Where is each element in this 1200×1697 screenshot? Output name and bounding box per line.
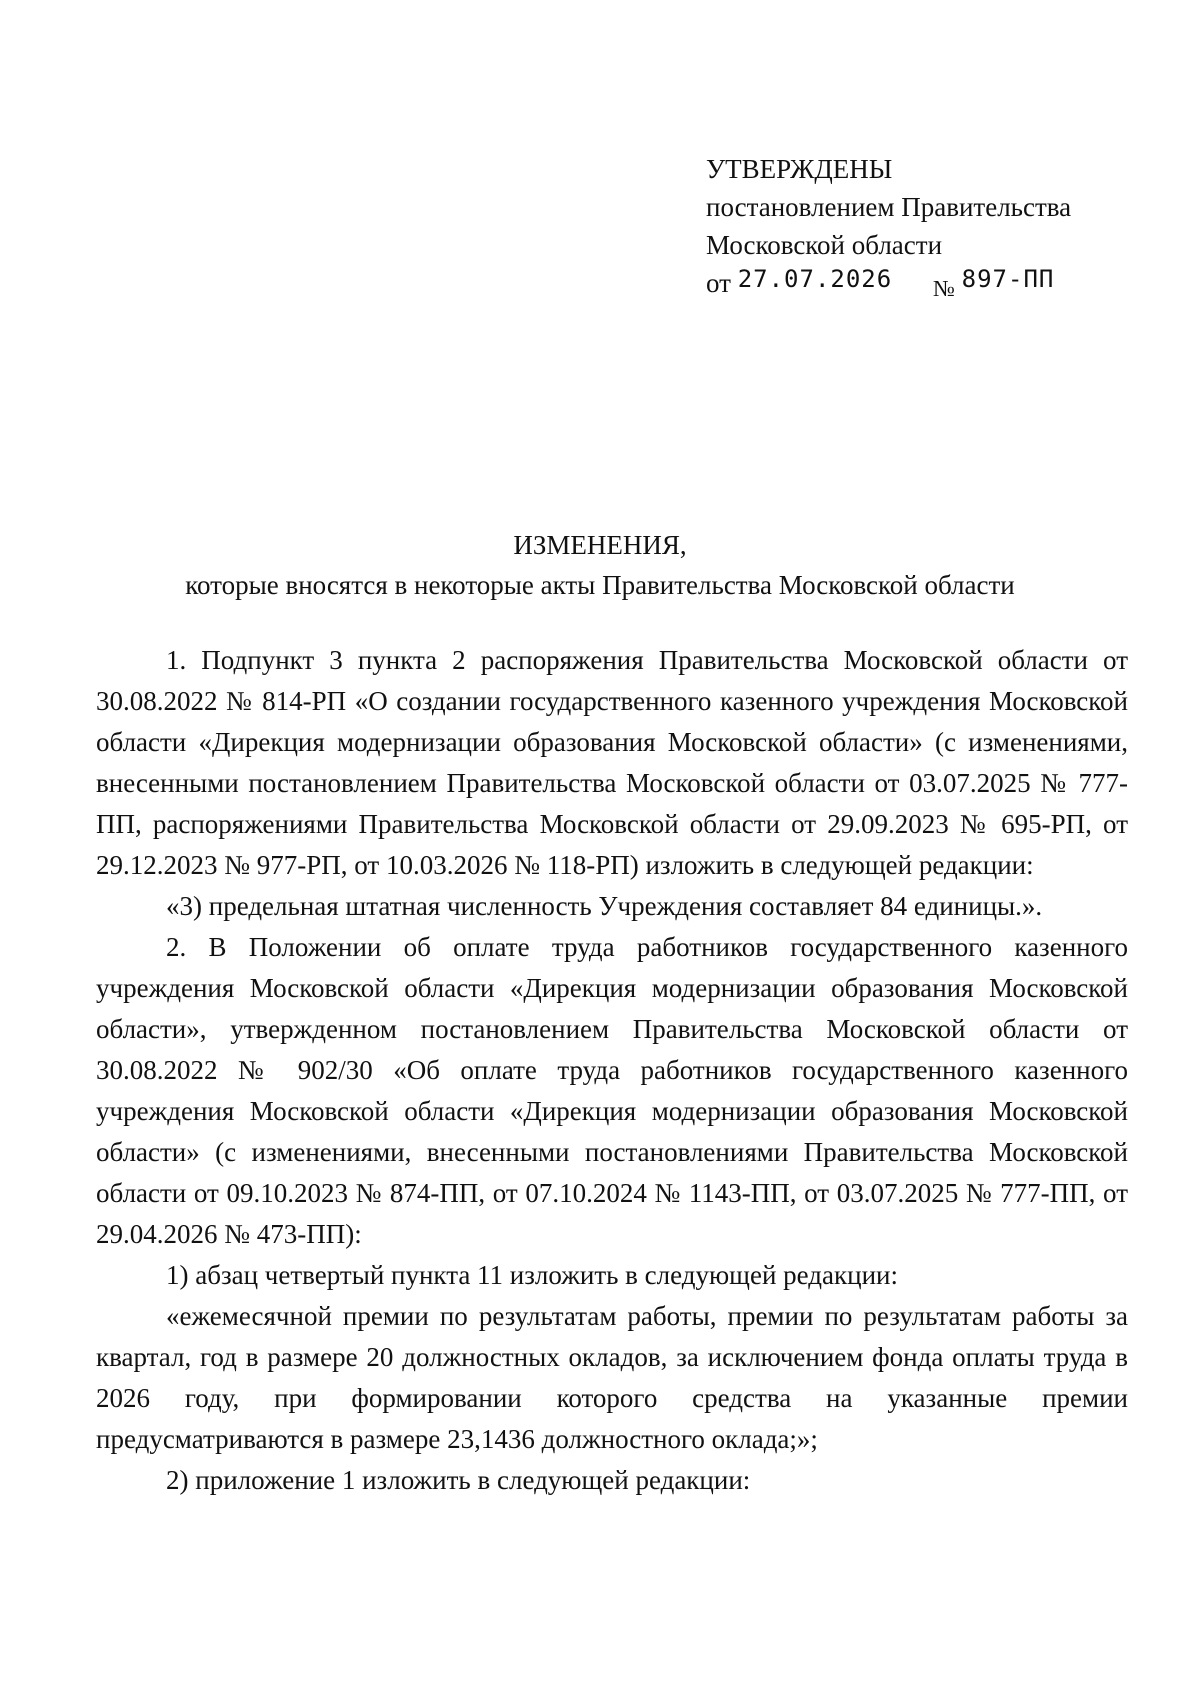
approval-heading: УТВЕРЖДЕНЫ <box>706 154 893 184</box>
paragraph-3: 2. В Положении об оплате труда работников государственного казенного учреждения Московской области «Дирекция модернизации образования Московской области», утвержденном постановлением Правительства Московской области от 30.08.2022 № 902/30 «Об оплате труда работников государственного казенного учреждения Московской области «Дирекция модернизации образования Московской области» (с изменениями, внесенными постановлениями Правительства Московской области от 09.10.2023 № 874-ПП, от 07.10.2024 № 1143-ПП, от 03.07.2025 № 777-ПП, от 29.04.2026 № 473-ПП): <box>96 932 1128 1249</box>
number-sign: № <box>932 276 955 301</box>
paragraph-2: «3) предельная штатная численность Учреждения составляет 84 единицы.». <box>166 891 1043 921</box>
document-subtitle: которые вносятся в некоторые акты Правительства Московской области <box>185 570 1015 600</box>
approval-date-number <box>706 264 1136 304</box>
paragraph-6: 2) приложение 1 изложить в следующей редакции: <box>166 1465 751 1495</box>
document-body <box>96 640 1128 1501</box>
approval-number: 897-ПП <box>961 265 1055 293</box>
paragraph-1: 1. Подпункт 3 пункта 2 распоряжения Правительства Московской области от 30.08.2022 № 814-РП «О создании государственного казенного учреждения Московской области «Дирекция модернизации образования Московской области» (с изменениями, внесенными постановлением Правительства Московской области от 03.07.2025 № 777-ПП, распоряжениями Правительства Московской области от 29.09.2023 № 695-РП, от 29.12.2023 № 977-РП, от 10.03.2026 № 118-РП) изложить в следующей редакции: <box>96 645 1128 880</box>
document-title: ИЗМЕНЕНИЯ, <box>513 530 687 560</box>
approval-date: 27.07.2026 <box>737 265 893 293</box>
approval-block <box>706 150 1136 304</box>
date-prefix: от <box>706 268 731 298</box>
paragraph-4: 1) абзац четвертый пункта 11 изложить в следующей редакции: <box>166 1260 898 1290</box>
paragraph-5: «ежемесячной премии по результатам работы, премии по результатам работы за квартал, год в размере 20 должностных окладов, за исключением фонда оплаты труда в 2026 году, при формировании которого средства на указанные премии предусматриваются в размере 23,1436 должностного оклада;»; <box>96 1301 1128 1454</box>
approval-line-2: Московской области <box>706 230 943 260</box>
approval-line-1: постановлением Правительства <box>706 192 1072 222</box>
